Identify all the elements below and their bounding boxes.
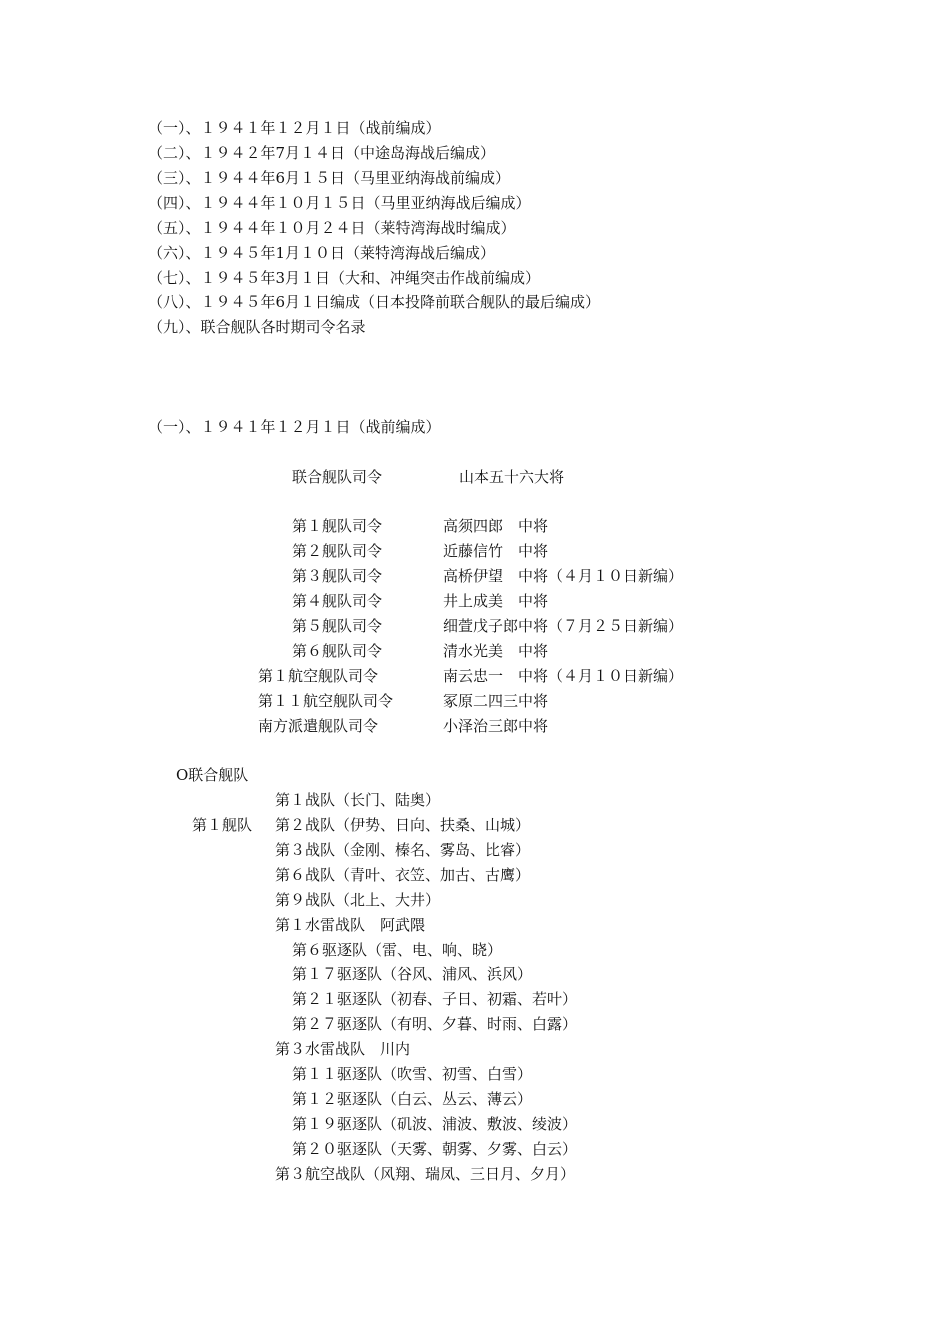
commander-name: 细萱戊子郎中将（７月２５日新编）	[443, 617, 684, 635]
toc-item-4: （四）、１９４４年１０月１５日（马里亚纳海战后编成）	[148, 194, 531, 212]
commander-in-chief-name: 山本五十六大将	[459, 468, 565, 486]
commander-in-chief-role: 联合舰队司令	[292, 468, 383, 486]
unit-item: 第６驱逐队（雷、电、响、晓）	[292, 941, 503, 959]
unit-item: 第３战队（金刚、榛名、雾岛、比睿）	[275, 841, 531, 859]
toc-item-7: （七）、１９４５年3月１日（大和、冲绳突击作战前编成）	[148, 269, 541, 287]
unit-item: 第１１驱逐队（吹雪、初雪、白雪）	[292, 1065, 533, 1083]
unit-item: 第２０驱逐队（天雾、朝雾、夕雾、白云）	[292, 1140, 578, 1158]
unit-item: 第２７驱逐队（有明、夕暮、时雨、白露）	[292, 1015, 578, 1033]
commander-role: 第５舰队司令	[292, 617, 383, 635]
commander-name: 小泽治三郎中将	[443, 717, 549, 735]
commander-name: 近藤信竹 中将	[443, 542, 549, 560]
toc-item-9: （九）、联合舰队各时期司令名录	[148, 318, 366, 336]
commander-name: 井上成美 中将	[443, 592, 549, 610]
unit-item: 第１７驱逐队（谷风、浦风、浜风）	[292, 965, 533, 983]
commander-role: 第１舰队司令	[292, 517, 383, 535]
unit-item: 第９战队（北上、大井）	[275, 891, 441, 909]
unit-item: 第１２驱逐队（白云、丛云、薄云）	[292, 1090, 533, 1108]
commander-role: 第２舰队司令	[292, 542, 383, 560]
toc-item-5: （五）、１９４４年１０月２４日（莱特湾海战时编成）	[148, 219, 516, 237]
toc-item-2: （二）、１９４２年7月１４日（中途岛海战后编成）	[148, 144, 496, 162]
commander-name: 冢原二四三中将	[443, 692, 549, 710]
commander-role: 第１航空舰队司令	[258, 667, 379, 685]
unit-item: 第２战队（伊势、日向、扶桑、山城）	[275, 816, 531, 834]
commander-name: 高桥伊望 中将（４月１０日新编）	[443, 567, 684, 585]
commander-name: 清水光美 中将	[443, 642, 549, 660]
section-title: （一）、１９４１年１２月１日（战前编成）	[148, 418, 441, 436]
fleet1-label: 第１舰队	[192, 816, 253, 834]
toc-item-6: （六）、１９４５年1月１０日（莱特湾海战后编成）	[148, 244, 496, 262]
toc-item-8: （八）、１９４５年6月１日编成（日本投降前联合舰队的最后编成）	[148, 293, 601, 311]
commander-name: 南云忠一 中将（４月１０日新编）	[443, 667, 684, 685]
fleet-header: O联合舰队	[176, 766, 249, 784]
commander-role: 第１１航空舰队司令	[258, 692, 394, 710]
unit-item: 第６战队（青叶、衣笠、加古、古鹰）	[275, 866, 531, 884]
unit-item: 第２１驱逐队（初春、子日、初霜、若叶）	[292, 990, 578, 1008]
commander-role: 南方派遣舰队司令	[258, 717, 379, 735]
commander-role: 第３舰队司令	[292, 567, 383, 585]
toc-item-3: （三）、１９４４年6月１５日（马里亚纳海战前编成）	[148, 169, 511, 187]
unit-item: 第３水雷战队 川内	[275, 1040, 411, 1058]
unit-item: 第１战队（长门、陆奥）	[275, 791, 441, 809]
unit-item: 第１９驱逐队（矶波、浦波、敷波、绫波）	[292, 1115, 578, 1133]
unit-item: 第１水雷战队 阿武隈	[275, 916, 426, 934]
toc-item-1: （一）、１９４１年１２月１日（战前编成）	[148, 119, 441, 137]
commander-role: 第４舰队司令	[292, 592, 383, 610]
commander-role: 第６舰队司令	[292, 642, 383, 660]
commander-name: 高须四郎 中将	[443, 517, 549, 535]
unit-item: 第３航空战队（风翔、瑞凤、三日月、夕月）	[275, 1165, 576, 1183]
